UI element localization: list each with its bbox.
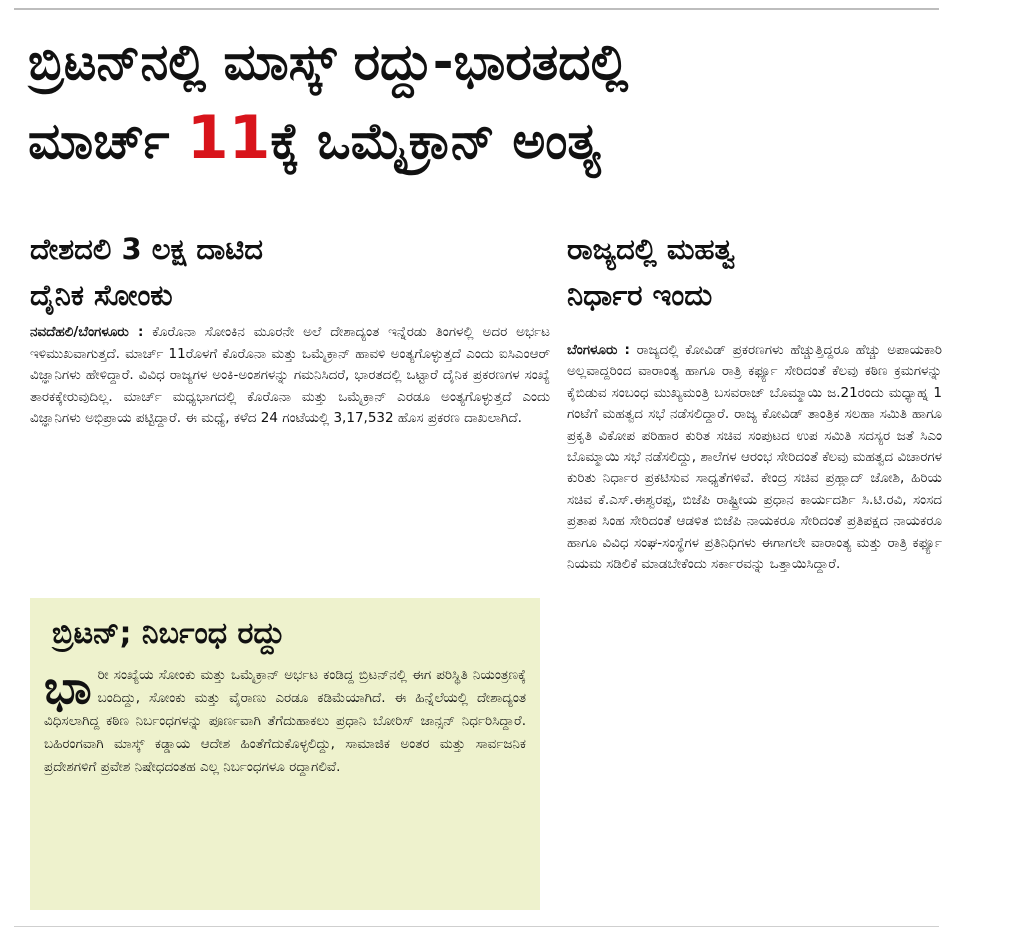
left-heading-line-1: ದೇಶದಲಿ 3 ಲಕ್ಷ ದಾಟಿದ (30, 232, 263, 266)
britain-sidebar-box (30, 598, 540, 910)
left-story-body (30, 322, 550, 430)
left-dateline: ನವದೆಹಲಿ/ಬೆಂಗಳೂರು : (30, 324, 144, 340)
box-heading: ಬ್ರಿಟನ್; ನಿರ್ಬಂಧ ರದ್ದು (52, 616, 286, 651)
headline-line-2-end: ಕ್ಕೆ ಒಮೈಕ್ರಾನ್ ಅಂತ್ಯ (270, 112, 601, 170)
headline-line-1: ಬ್ರಿಟನ್‌ನಲ್ಲಿ ಮಾಸ್ಕ್ ರದ್ದು-ಭಾರತದಲ್ಲಿ (28, 33, 629, 91)
right-dateline: ಬೆಂಗಳೂರು : (567, 342, 630, 358)
headline-line-2-start: ಮಾರ್ಚ್ (28, 112, 187, 170)
box-dropcap: ಭಾ (44, 660, 92, 714)
right-body-text: ರಾಜ್ಯದಲ್ಲಿ ಕೋವಿಡ್ ಪ್ರಕರಣಗಳು ಹೆಚ್ಚುತ್ತಿದ್ದರೂ ಹೆಚ್ಚು ಅಪಾಯಕಾರಿ ಅಲ್ಲವಾದ್ದರಿಂದ ವಾರಾಂತ್ಯ ಹಾಗೂ ರಾತ್ರಿ ಕರ್ಫ್ಯೂ ಸೇರಿದಂತೆ ಕೆಲವು ಕಠಿಣ ಕ್ರಮಗಳನ್ನು ಕೈಬಿಡುವ ಸಂಬಂಧ ಮುಖ್ಯಮಂತ್ರಿ ಬಸವರಾಜ್ ಬೊಮ್ಮಾಯಿ ಜ.21ರಂದು ಮಧ್ಯಾಹ್ನ 1 ಗಂಟೆಗೆ ಮಹತ್ವದ ಸಭೆ ನಡೆಸಲಿದ್ದಾರೆ. ರಾಜ್ಯ ಕೋವಿಡ್ ತಾಂತ್ರಿಕ ಸಲಹಾ ಸಮಿತಿ ಹಾಗೂ ಪ್ರಕೃತಿ ವಿಕೋಪ ಪರಿಹಾರ ಕುರಿತ ಸಚಿವ ಸಂಪುಟದ ಉಪ ಸಮಿತಿ ಸದಸ್ಯರ ಜತೆ ಸಿಎಂ ಬೊಮ್ಮಾಯಿ ಸಭೆ ನಡೆಸಲಿದ್ದು, ಶಾಲೆಗಳ ಆರಂಭ ಸೇರಿದಂತೆ ಕೆಲವು ಮಹತ್ವದ ವಿಚಾರಗಳ ಕುರಿತು ನಿರ್ಧಾರ ಪ್ರಕಟಿಸುವ ಸಾಧ್ಯತೆಗಳಿವೆ. ಕೇಂದ್ರ ಸಚಿವ ಪ್ರಹ್ಲಾದ್ ಜೋಶಿ, ಹಿರಿಯ ಸಚಿವ ಕೆ.ಎಸ್.ಈಶ್ವರಪ್ಪ, ಬಿಜೆಪಿ ರಾಷ್ಟ್ರೀಯ ಪ್ರಧಾನ ಕಾರ್ಯದರ್ಶಿ ಸಿ.ಟಿ.ರವಿ, ಸಂಸದ ಪ್ರತಾಪ ಸಿಂಹ ಸೇರಿದಂತೆ ಆಡಳಿತ ಬಿಜೆಪಿ ನಾಯಕರೂ ಸೇರಿದಂತೆ ಪ್ರತಿಪಕ್ಷದ ನಾಯಕರೂ ಹಾಗೂ ವಿವಿಧ ಸಂಘ-ಸಂಸ್ಥೆಗಳ ಪ್ರತಿನಿಧಿಗಳು ಈಗಾಗಲೇ ವಾರಾಂತ್ಯ ಮತ್ತು ರಾತ್ರಿ ಕರ್ಫ್ಯೂ ನಿಯಮ ಸಡಿಲಿಕೆ ಮಾಡಬೇಕೆಂದು ಸರ್ಕಾರವನ್ನು ಒತ್ತಾಯಿಸಿದ್ದಾರೆ. (567, 342, 942, 573)
left-body-text: ಕೊರೊನಾ ಸೋಂಕಿನ ಮೂರನೇ ಅಲೆ ದೇಶಾದ್ಯಂತ ಇನ್ನೆರಡು ತಿಂಗಳಲ್ಲಿ ಅದರ ಅರ್ಭಟ ಇಳಿಮುಖವಾಗುತ್ತದೆ. ಮಾರ್ಚ್ 11ರೊಳಗೆ ಕೊರೊನಾ ಮತ್ತು ಒಮೈಕ್ರಾನ್ ಹಾವಳಿ ಅಂತ್ಯಗೊಳ್ಳುತ್ತದೆ ಎಂದು ಐಸಿಎಂಆರ್ ವಿಜ್ಞಾನಿಗಳು ಹೇಳಿದ್ದಾರೆ. ವಿವಿಧ ರಾಜ್ಯಗಳ ಅಂಕಿ-ಅಂಶಗಳನ್ನು ಗಮನಿಸಿದರೆ, ಭಾರತದಲ್ಲಿ ಒಟ್ಟಾರೆ ದೈನಿಕ ಪ್ರಕರಣಗಳ ಸಂಖ್ಯೆ ತಾರಕಕ್ಕೇರುವುದಿಲ್ಲ. ಮಾರ್ಚ್ ಮಧ್ಯಭಾಗದಲ್ಲಿ ಕೊರೊನಾ ಮತ್ತು ಒಮೈಕ್ರಾನ್ ಎರಡೂ ಅಂತ್ಯಗೊಳ್ಳುತ್ತದೆ ಎಂದು ವಿಜ್ಞಾನಿಗಳು ಅಭಿಪ್ರಾಯ ಪಟ್ಟಿದ್ದಾರೆ. ಈ ಮಧ್ಯೆ, ಕಳೆದ 24 ಗಂಟೆಯಲ್ಲಿ 3,17,532 ಹೊಸ ಪ್ರಕರಣ ದಾಖಲಾಗಿದೆ. (30, 324, 550, 427)
box-body (44, 660, 526, 779)
right-story-heading (567, 226, 927, 318)
left-story-heading (30, 226, 550, 318)
headline-line-2 (28, 100, 948, 179)
headline-date-number: 11 (186, 103, 271, 173)
right-story-body (567, 340, 942, 575)
right-heading-line-1: ರಾಜ್ಯದಲ್ಲಿ ಮಹತ್ವ (567, 232, 736, 266)
right-heading-line-2: ನಿರ್ಧಾರ ಇಂದು (567, 278, 713, 312)
top-divider (14, 8, 939, 10)
bottom-divider (14, 926, 939, 927)
main-headline (28, 24, 948, 179)
left-heading-line-2: ದೈನಿಕ ಸೋಂಕು (30, 278, 173, 312)
box-body-text: ರೀ ಸಂಖ್ಯೆಯ ಸೋಂಕು ಮತ್ತು ಒಮೈಕ್ರಾನ್ ಅರ್ಭಟ ಕಂಡಿದ್ದ ಬ್ರಿಟನ್‌ನಲ್ಲಿ ಈಗ ಪರಿಸ್ಥಿತಿ ನಿಯಂತ್ರಣಕ್ಕೆ ಬಂದಿದ್ದು, ಸೋಂಕು ಮತ್ತು ವೈರಾಣು ಎರಡೂ ಕಡಿಮೆಯಾಗಿದೆ. ಈ ಹಿನ್ನೆಲೆಯಲ್ಲಿ ದೇಶಾದ್ಯಂತ ವಿಧಿಸಲಾಗಿದ್ದ ಕಠಿಣ ನಿರ್ಬಂಧಗಳನ್ನು ಪೂರ್ಣವಾಗಿ ತೆಗೆದುಹಾಕಲು ಪ್ರಧಾನಿ ಬೋರಿಸ್ ಜಾನ್ಸನ್ ನಿರ್ಧರಿಸಿದ್ದಾರೆ. ಬಹಿರಂಗವಾಗಿ ಮಾಸ್ಕ್ ಕಡ್ಡಾಯ ಆದೇಶ ಹಿಂತೆಗೆದುಕೊಳ್ಳಲಿದ್ದು, ಸಾಮಾಜಿಕ ಅಂತರ ಮತ್ತು ಸಾರ್ವಜನಿಕ ಪ್ರದೇಶಗಳಿಗೆ ಪ್ರವೇಶ ನಿಷೇಧದಂತಹ ಎಲ್ಲ ನಿರ್ಬಂಧಗಳೂ ರದ್ದಾಗಲಿವೆ. (44, 667, 526, 775)
